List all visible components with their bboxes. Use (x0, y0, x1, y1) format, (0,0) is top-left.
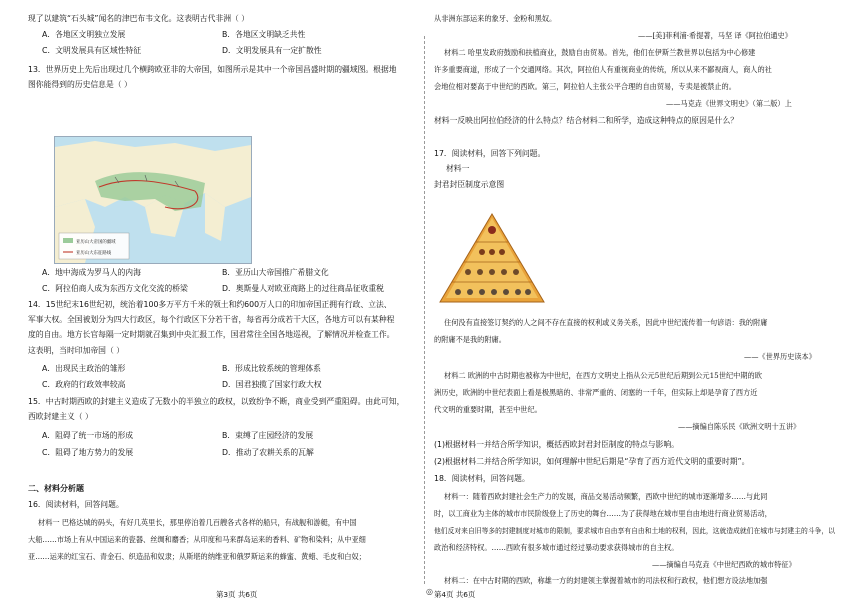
q13-option-c: C．阿拉伯商人成为东西方文化交流的桥梁 (42, 284, 188, 293)
q12-option-a: A．各地区文明独立发展 (42, 30, 126, 39)
column-divider (424, 36, 425, 584)
q13-option-b: B．亚历山大帝国推广希腊文化 (222, 268, 329, 277)
q17-source1: ——《世界历史读本》 (744, 352, 816, 361)
q15-line1: 15．中古时期西欧的封建主义造成了无数小的半独立的政权，以致纷争不断，商业受到严重阻碍。由此可知， (28, 397, 405, 406)
q12-continuation: 现了以建筑“石头城”闻名的津巴布韦文化。这表明古代非洲（ ） (28, 14, 250, 23)
q18-material1-line2: 时，以工商业为主体的城市市民阶级登上了历史的舞台……为了获得地在城市里自由地进行商业贸易活动， (434, 509, 772, 518)
q17-quote-line1: 住何没有直接签订契约的人之间不存在直接的权利或义务关系，因此中世纪流传着一句谚语：我的附庸 (444, 318, 768, 327)
q16-heading: 16．阅读材料，回答问题。 (28, 500, 124, 509)
q14-line2: 军事大权。全国被划分为四大行政区，每个行政区下分若干省，每省再分成若干大区，各地方可以有某种程 (28, 315, 395, 324)
q17-material2-line3: 代文明的重要时期，甚至中世纪。 (434, 405, 542, 414)
q13-line1: 13．世界历史上先后出现过几个横跨欧亚非的大帝国，如图所示是其中一个帝国昌盛时期的疆域图。根据地 (28, 65, 397, 74)
page-number-left: 第3页 共6页 (216, 590, 258, 599)
q17-heading: 17．阅读材料，回答下列问题。 (434, 149, 546, 158)
q17-material2-line2: 洲历史，欧洲的中世纪表面上看是极黑暗的、非常严重的、闭塞的一千年，但实际上却是孕育了西方近 (434, 388, 758, 397)
q18-material1-line4: 政治和经济特权。……西欧有很多城市通过经过暴动要求获得城市的自主权。 (434, 543, 679, 552)
q14-option-b: B．形成比较系统的管理体系 (222, 364, 321, 373)
q15-option-b: B．束缚了庄园经济的发展 (222, 431, 314, 440)
empire-map-image (54, 136, 252, 264)
q14-option-d: D．国君独揽了国家行政大权 (222, 380, 322, 389)
q18-material1-line3: 他们反对来自旧等多的封建制度对城市的限制，要求城市自由享有自由和土地的权利，因此，这就造成就们在城市与封建主的斗争，以 (434, 527, 836, 535)
q17-ask1: (1)根据材料一并结合所学知识，概括西欧封君封臣制度的特点与影响。 (434, 440, 679, 449)
q16-material1-line3: 亚……运来的红宝石、青金石、织造品和奴隶；从斯堪的纳维亚和俄罗斯运来的蜂蜜、黄蜡、毛皮和白奴； (28, 552, 366, 561)
q17-source2: ——摘编自陈乐民《欧洲文明十五讲》 (678, 422, 801, 431)
q17-quote-line2: 的附庸不是我的附庸。 (434, 335, 506, 344)
q15-line2: 西欧封建主义（ ） (28, 412, 93, 421)
r1-source: ——[美]菲利浦·希提著，马坚 译《阿拉伯通史》 (638, 31, 792, 40)
map-legend-route: 亚历山大东征路线 (76, 251, 112, 256)
feudal-pyramid-image (438, 212, 546, 304)
q16-material2-source: ——马克垚《世界文明史》（第二版）上 (666, 99, 792, 108)
q13-option-d: D．奥斯曼人对欧亚商路上的过往商品征收重税 (222, 284, 384, 293)
section-heading: 二、材料分析题 (28, 484, 84, 493)
q16-material2-line1: 材料二 哈里发政府鼓励和扶植商业，鼓励自由贸易。首先，他们在伊斯兰教世界以包括为中心修建 (444, 48, 756, 57)
q14-option-c: C．政府的行政效率较高 (42, 380, 126, 389)
q18-material2-line1: 材料二：在中古时期的西欧，称雄一方的封建领主掌握着城市的司法权和行政权，他们想方设法地加强 (444, 576, 768, 585)
q12-option-b: B．各地区文明缺乏共性 (222, 30, 306, 39)
q12-option-d: D．文明发展具有一定扩散性 (222, 46, 322, 55)
q17-ask2: (2)根据材料二并结合所学知识，如何理解中世纪后期是“孕育了西方近代文明的重要时期”。 (434, 457, 750, 466)
page-number-right: 第4页 共6页 (434, 590, 476, 599)
q15-option-d: D．推动了农耕关系的瓦解 (222, 448, 314, 457)
q18-source: ——摘编自马克垚《中世纪西欧的城市特征》 (652, 560, 796, 569)
q13-option-a: A．地中海成为罗马人的内海 (42, 268, 141, 277)
q15-option-c: C．阻碍了地方势力的发展 (42, 448, 134, 457)
q16-material2-line3: 会地位相对要高于中世纪的西欧。第三，阿拉伯人主张公平合理的自由贸易，专卖是被禁止的。 (434, 82, 736, 91)
q16-material2-line2: 许多重要商道，形成了一个交通网络。其次，阿拉伯人有重视商业的传统，所以从来不鄙视商人，商人的社 (434, 65, 772, 74)
q12-option-c: C．文明发展具有区域性特征 (42, 46, 142, 55)
q14-line1: 14．15世纪末16世纪初，统治着100多万平方千米的领土和约600万人口的印加帝国正拥有行政、立法、 (28, 300, 392, 309)
map-legend-territory: 亚历山大帝国的疆域 (76, 240, 116, 245)
q18-heading: 18．阅读材料，回答问题。 (434, 474, 530, 483)
q14-option-a: A．出现民主政治的雏形 (42, 364, 126, 373)
r1-line: 从非洲东部运来的象牙、金粉和黑奴。 (434, 14, 557, 23)
q16-material1-line2: 大船……市场上有从中国运来的瓷器、丝绸和麝香；从印度和马来群岛运来的香料、矿物和染料；从中亚细 (28, 535, 366, 544)
q16-question: 材料一反映出阿拉伯经济的什么特点？结合材料二和所学，造成这种特点的原因是什么？ (434, 116, 739, 125)
q16-material1-line1: 材料一 巴格达城的码头，有好几英里长，那里停泊着几百艘各式各样的船只，有战舰和游艇，有中国 (38, 518, 357, 527)
q15-option-a: A．阻碍了统一市场的形成 (42, 431, 134, 440)
q18-material1-line1: 材料一：随着西欧封建社会生产力的发展，商品交易活动频繁，西欧中世纪的城市逐渐增多……与此同 (444, 492, 768, 501)
q17-material2-line1: 材料二 欧洲的中古时期也被称为中世纪，在西方文明史上指从公元5世纪后期到公元15世纪中期的欧 (444, 371, 762, 380)
center-dot-icon: ◎ (426, 587, 433, 596)
q17-material1-label: 材料一 (446, 164, 470, 173)
q13-line2: 图你能得到的历史信息是（ ） (28, 80, 132, 89)
pyramid-title: 封君封臣制度示意图 (434, 180, 505, 189)
q14-line4: 这表明，当时印加帝国（ ） (28, 346, 125, 355)
q14-line3: 度的自由。地方长官每隔一定时期就召集到中央汇报工作，国君常往全国各地巡视，了解情况并检查工作。 (28, 330, 395, 339)
